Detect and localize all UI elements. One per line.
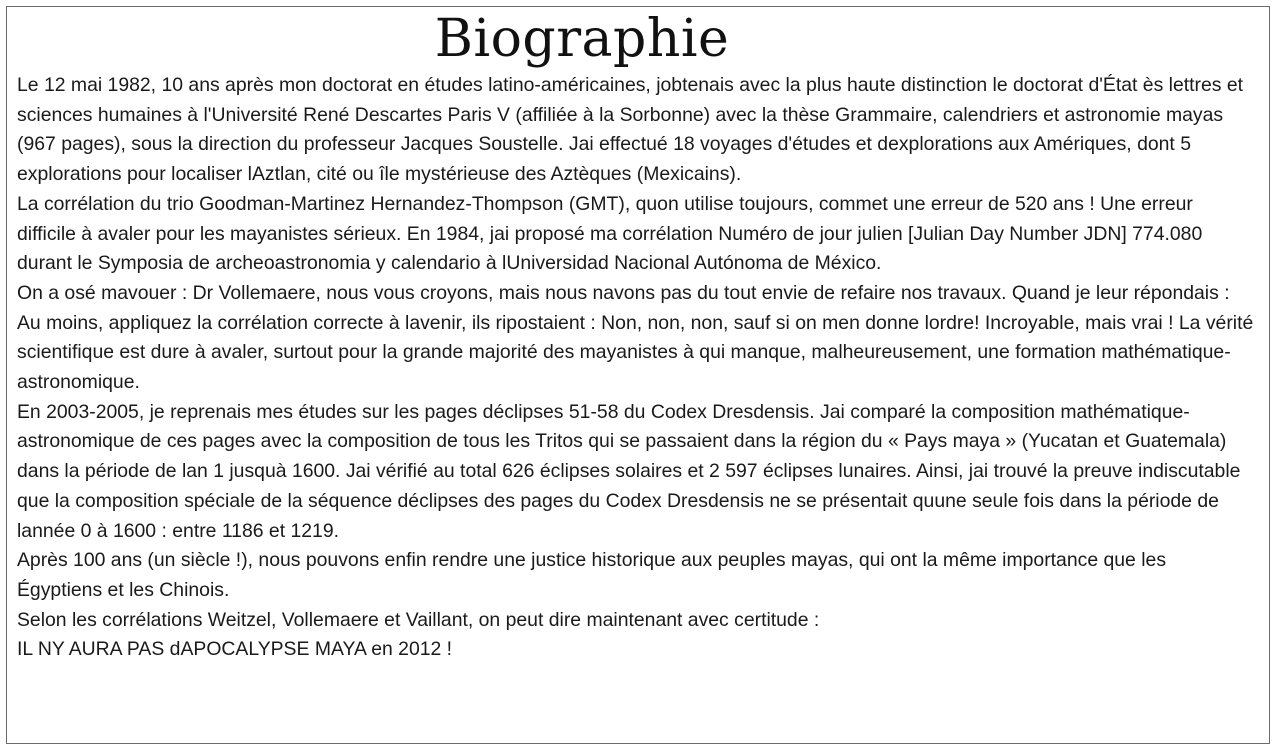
biography-frame xyxy=(6,6,1270,744)
paragraph-historical-justice: Après 100 ans (un siècle !), nous pouvons enfin rendre une justice historique aux peuples mayas, qui ont la même importance que les Égyptiens et les Chinois. xyxy=(17,549,1167,601)
page-title: Biographie xyxy=(434,9,730,69)
paragraph-codex-dresdensis: En 2003-2005, je reprenais mes études sur les pages déclipses 51-58 du Codex Dresdensis. Jai comparé la composition mathématique-astronomique de ces pages avec la composition de tous les Tritos qui se passaient dans la région du « Pays maya » (Yucatan et Guatemala) dans la période de lan 1 jusquà 1600. Jai vérifié au total 626 éclipses solaires et 2 597 éclipses lunaires. Ainsi, jai trouvé la preuve indiscutable que la composition spéciale de la séquence déclipses des pages du Codex Dresdensis ne se présentait quune seule fois dans la période de lannée 0 à 1600 : entre 1186 et 1219. xyxy=(17,400,1241,542)
paragraph-gmt-correlation: La corrélation du trio Goodman-Martinez Hernandez-Thompson (GMT), quon utilise toujours, commet une erreur de 520 ans ! Une erreur difficile à avaler pour les mayanistes sérieux. En 1984, jai proposé ma corrélation Numéro de jour julien [Julian Day Number JDN] 774.080 durant le Symposia de archeoastronomia y calendario à lUniversidad Nacional Autónoma de México. xyxy=(17,192,1203,275)
biography-text xyxy=(17,71,1255,665)
paragraph-conclusion: IL NY AURA PAS dAPOCALYPSE MAYA en 2012 ! xyxy=(17,638,453,661)
paragraph-correlations: Selon les corrélations Weitzel, Vollemaere et Vaillant, on peut dire maintenant avec certitude : xyxy=(17,608,820,631)
paragraph-doctorate: Le 12 mai 1982, 10 ans après mon doctorat en études latino-américaines, jobtenais avec la plus haute distinction le doctorat d'État ès lettres et sciences humaines à l'Université René Descartes Paris V (affiliée à la Sorbonne) avec la thèse Grammaire, calendriers et astronomie mayas (967 pages), sous la direction du professeur Jacques Soustelle. Jai effectué 18 voyages d'études et dexplorations aux Amériques, dont 5 explorations pour localiser lAztlan, cité ou île mystérieuse des Aztèques (Mexicains). xyxy=(17,74,1244,186)
paragraph-response: On a osé mavouer : Dr Vollemaere, nous vous croyons, mais nous navons pas du tout envie de refaire nos travaux. Quand je leur répondais : Au moins, appliquez la corrélation correcte à lavenir, ils ripostaient : Non, non, non, sauf si on men donne lordre! Incroyable, mais vrai ! La vérité scientifique est dure à avaler, surtout pour la grande majorité des mayanistes à qui manque, malheureusement, une formation mathématique-astronomique. xyxy=(17,281,1254,394)
